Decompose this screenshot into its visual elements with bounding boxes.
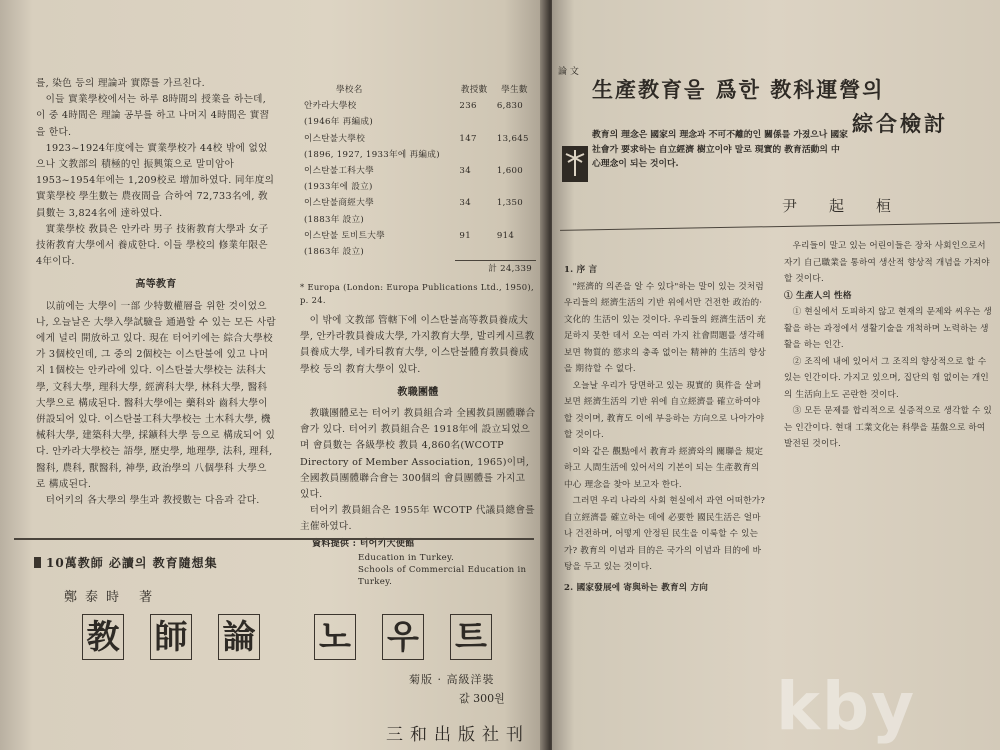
source-line: Education in Turkey.	[358, 552, 455, 563]
cell-students: 914	[496, 230, 515, 241]
cell-professors: 91	[459, 230, 471, 241]
source-line: Schools of Commercial Education in Turkey.	[358, 564, 527, 587]
book-advertisement	[14, 538, 534, 750]
ad-spec: 菊版 · 高級洋裝	[409, 673, 495, 686]
cell-professors: 236	[459, 101, 477, 112]
header-school: 學校名	[336, 85, 363, 95]
divider-rule	[560, 222, 1000, 231]
source-label: 資料提供 : 터어키大使館	[312, 538, 415, 549]
bookmark-icon	[34, 557, 41, 568]
paragraph: 터어키 教員組合은 1955年 WCOTP 代議員總會를 主催하였다.	[300, 505, 535, 533]
title-char-box: 師	[150, 614, 192, 660]
table-row	[300, 195, 536, 227]
paragraph: 오늘날 우리가 당면하고 있는 現實的 與件을 살펴 보면 經濟生活의 기반 위에 自立經濟를 確立하여야 할 것이며, 教育도 이에 부응하는 方向으로 나아가야 할 것이다.	[564, 380, 765, 440]
header-students: 學生數	[501, 85, 528, 95]
cell-students: 13,645	[496, 133, 529, 144]
table-row	[300, 131, 536, 163]
paragraph: ② 조직에 내에 있어서 그 조직의 향상적으로 할 수 있는 인간이다. 가지고 있으며, 집단의 힘 없이는 개인의 生活向上도 곤란한 것이다.	[784, 356, 989, 400]
cell-students: 6,830	[496, 101, 523, 112]
paragraph: 그러면 우리 나라의 사회 현실에서 과연 어떠한가? 自立經濟를 確立하는 데에 必要한 國民生活은 얼마나 건전하며, 어떻게 안정된 民生을 이룩할 수 있는가? 教育의 이념과 目的은 국가의 이념과 目的에 바탕을 두고 있는 것이다.	[564, 496, 766, 572]
ad-author: 鄭泰時 著	[64, 590, 161, 605]
title-char-box: 教	[82, 614, 124, 660]
ad-price: 값 300원	[459, 692, 505, 705]
ad-heading	[34, 554, 218, 571]
paragraph: ① 현실에서 도피하지 않고 현재의 문제와 씨우는 생활을 하는 과정에서 생활기술을 개척하며 노력하는 생활을 하는 인간.	[784, 307, 992, 350]
footnote: * Europa (London: Europa Publications Ltd., 1950), p. 24.	[300, 281, 534, 305]
paragraph: 이 밖에 文教部 管轄下에 이스탄불高等教員養成大學, 안카라教員養成大學, 가지教育大學, 발리케시르教員養成大學, 네카티教育大學, 이스탄불體育教員養成學校 등의 教育大學이 있다.	[300, 314, 535, 375]
palm-logo-icon	[562, 146, 588, 182]
cell-professors: 34	[459, 166, 471, 177]
article-abstract: 教育의 理念은 國家의 理念과 不可不離的인 關係를 가졌으나 國家社會가 要求하는 自立經濟 樹立이야 말로 現實的 教育活動의 中心理念이 되는 것이다.	[592, 130, 848, 169]
title-char-box: 트	[450, 614, 492, 660]
section-tag: 論 文	[558, 67, 579, 77]
title-char-box: 論	[218, 614, 260, 660]
paragraph: 이들 實業學校에서는 하루 8時間의 授業을 하는데, 이 중 4時間은 理論 공부를 하고 나머지 4時間은 實習을 한다.	[36, 94, 270, 138]
table-total: 計 24,339	[455, 260, 536, 277]
right-column-2	[784, 238, 992, 453]
right-page	[552, 0, 1000, 750]
university-table	[300, 82, 536, 277]
left-column-2	[300, 82, 536, 588]
table-row	[300, 228, 536, 260]
author-byline: 尹起桓	[782, 197, 924, 215]
paragraph: 를, 染色 등의 理論과 實際를 가르친다.	[36, 78, 205, 89]
ad-heading-text: 10萬教師 必讀의 教育隨想集	[46, 556, 218, 570]
subsection-heading: 2. 國家發展에 寄與하는 教育의 方向	[564, 582, 709, 593]
table-row	[300, 98, 536, 130]
cell-school: 안카라大學校 (1946年 再編成)	[304, 101, 373, 128]
subsection-heading: 1. 序 言	[564, 265, 598, 275]
paragraph: ③ 모든 문제를 합리적으로 실증적으로 생각할 수 있는 인간이다. 현대 工業文化는 科學을 基盤으로 하여 발전된 것이다.	[784, 406, 992, 449]
cell-school: 이스탄불商經大學 (1883年 設立)	[304, 198, 374, 225]
section-heading-higher-education: 高等教育	[135, 279, 177, 291]
cell-school: 이스탄불大學校 (1896, 1927, 1933年에 再編成)	[304, 133, 440, 160]
table-total-row	[300, 260, 536, 277]
paragraph: "經濟的 의존을 알 수 있다"하는 말이 있는 것처럼 우리들의 經濟生活의 기반 위에서만 건전한 政治的·文化的 生活이 있는 것이다. 우리들의 經濟生活이 充足하지 못한 데서 오는 여러 가지 社會問題를 생각해 보면 物質的 慾求의 충족 없이는 精神的 生活의 향상을 期待할 수 없다.	[564, 281, 766, 374]
paragraph: 教職團體로는 터어키 教員組合과 全國教員團體聯合會가 있다. 터어키 教員組合은 1918年에 設立되었으며 會員數는 各級學校 教員 4,860名(WCOTP Directory of Member Association, 1965)이며, 全國教員團體聯合會는 300個의 會員團體를 가지고 있다.	[300, 407, 536, 500]
article-title-line1: 生產教育을 爲한 教科運營의	[592, 77, 885, 102]
cell-school: 이스탄불 토비트大學 (1863年 設立)	[304, 230, 386, 258]
title-char-box: 노	[314, 614, 356, 660]
paragraph: 實業學校 敎員은 안카라 男子 技術教育大學과 女子 技術教育大學에서 養成한다. 이들 學校의 修業年限은 4年이다.	[36, 223, 269, 268]
watermark: kby	[776, 668, 917, 745]
cell-students: 1,350	[496, 198, 523, 209]
cell-professors: 147	[459, 133, 477, 144]
paragraph: 터어키의 各大學의 學生과 教授數는 다음과 같다.	[45, 495, 260, 507]
left-column-1	[36, 76, 276, 509]
paragraph: 우리들이 말고 있는 어린이들은 장차 사회인으로서 자기 自己職業을 통하여 생산적 향상적 개념을 가져야 할 것이다.	[784, 241, 990, 284]
paragraph: 이와 같은 觀點에서 教育과 經濟와의 關聯을 規定하고 人間生活에 있어서의 기본이 되는 生產教育의 中心 理念을 찾아 보고자 한다.	[564, 446, 764, 490]
article-title-line2: 綜合檢討	[852, 111, 948, 136]
title-char-box: 우	[382, 614, 424, 660]
section-heading-teacher-organizations: 教職團體	[397, 386, 439, 398]
cell-professors: 34	[459, 198, 471, 209]
subsection-heading: ① 生產人의 性格	[784, 290, 852, 301]
ad-publisher: 三和出版社刊	[386, 725, 530, 745]
cell-students: 1,600	[496, 166, 523, 177]
header-professors: 教授數	[460, 85, 488, 95]
paragraph: 1923~1924年度에는 實業學校가 44校 밖에 없었으나 文教部의 積極的인 振興策으로 말미암아 1953~1954年에는 1,209校로 增加하였다. 同年度의 實業學校 學生數는 農夜間을 合하여 72,733名에, 敎員數는 3,824名에 達하였다.	[36, 142, 275, 219]
cell-school: 이스탄불工科大學 (1933年에 設立)	[304, 166, 374, 193]
paragraph: 以前에는 大學이 一部 少特數權層을 위한 것이었으나, 오늘날은 大學入學試驗을 通過할 수 있는 모든 사람에게 널리 開放하고 있다. 現在 터어키에는 綜合大學校가 3個校인데, 그 중의 2個校는 이스탄불에 있고 나머지 1個校는 안카라에 있다. 이스탄불大學校는 法科大學, 文科大學, 理科大學, 經濟科大學, 林科大學, 醫科大學으로 構成된다. 醫科大學에는 藥科와 齒科大學이 倂設되어 있다. 이스탄불工科大學校는 土木科大學, 機械科大學, 建築科大學, 採鑛科大學 등으로 構成되어 있다. 안카라大學校는 語學, 歷史學, 地理學, 法科, 理科, 醫科, 農科, 獸醫科, 神學, 政治學의 八個學科 大學으로 構成된다.	[36, 300, 276, 490]
table-row	[300, 163, 536, 195]
table-header-row	[300, 82, 536, 98]
right-column-1	[564, 262, 769, 596]
